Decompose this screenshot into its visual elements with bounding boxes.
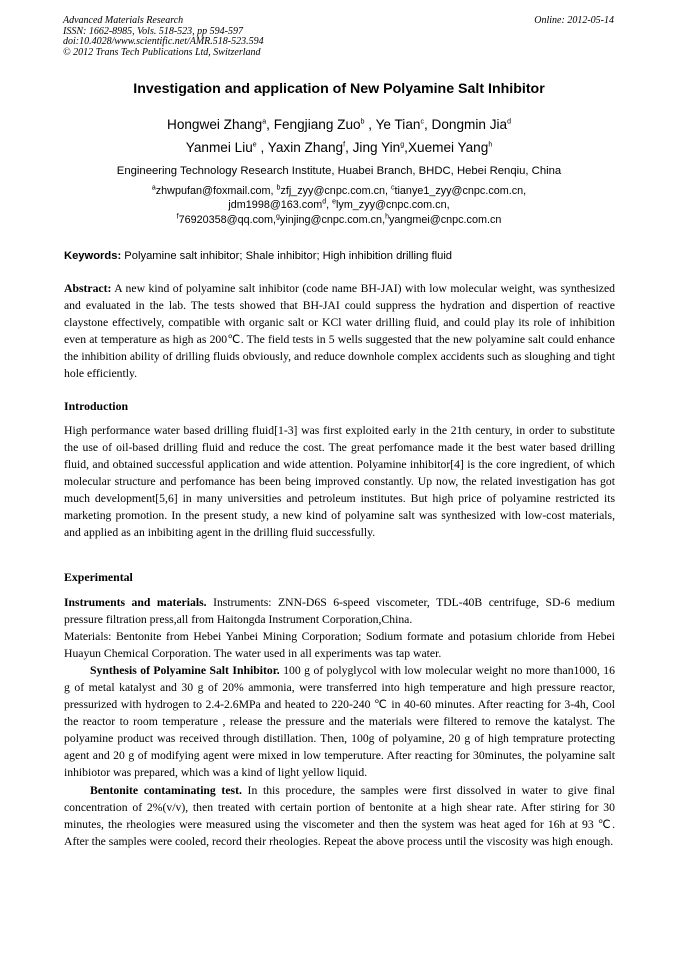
email-link[interactable]: yinjing@cnpc.com.cn, <box>279 213 386 226</box>
author-name: Jing Yin <box>352 140 401 155</box>
email-link[interactable]: lym_zyy@cnpc.com.cn, <box>336 199 450 212</box>
author-sep: , <box>404 140 408 155</box>
author-sup: g <box>400 141 405 149</box>
email-block <box>0 184 678 227</box>
affiliation: Engineering Technology Research Institute, Huabei Branch, BHDC, Hebei Renqiu, China <box>116 165 562 177</box>
email-sup: c <box>391 184 395 192</box>
bentonite-text: In this procedure, the samples were first dissolved in water to give final concentration of 2%(v/v), then treated with certain portion of bentonite at a high shear rate. After stiring for 30 minutes, the rheologies were measured using the viscometer and then the system was heat aged for 16h at 93 ℃. After the samples were cooled, record their rheologies. Repeat the above process until the viscosity was high enough. <box>64 783 615 848</box>
keywords-label: Keywords: <box>64 250 122 262</box>
author-name: Hongwei Zhang <box>167 117 263 132</box>
online-date: Online: 2012-05-14 <box>534 15 614 26</box>
author-name: Fengjiang Zuo <box>273 117 361 132</box>
journal-name: Advanced Materials Research <box>63 15 184 26</box>
author-sup: d <box>507 118 511 126</box>
email-link[interactable]: jdm1998@163.com <box>228 199 323 212</box>
email-sup: f <box>176 213 179 221</box>
journal-header <box>63 16 264 58</box>
issn-line: ISSN: 1662-8985, Vols. 518-523, pp 594-597 <box>63 25 243 37</box>
email-line-2 <box>0 198 678 212</box>
author-sep: , <box>266 117 274 132</box>
email-sup: g <box>275 213 280 221</box>
bentonite-label: Bentonite contaminating test. <box>90 783 242 797</box>
author-sup: h <box>488 141 493 149</box>
email-line-1 <box>0 184 678 198</box>
email-sup: h <box>385 213 389 221</box>
author-name: Yaxin Zhang <box>267 140 344 155</box>
email-link[interactable]: zhwpufan@foxmail.com, <box>155 185 277 197</box>
author-line-2 <box>0 139 678 156</box>
abstract <box>64 280 615 382</box>
abstract-label: Abstract: <box>64 282 112 295</box>
email-link[interactable]: zfj_zyy@cnpc.com.cn, <box>280 185 392 197</box>
author-sep: , <box>345 140 353 155</box>
author-sup: e <box>252 141 257 149</box>
instruments-label: Instruments and materials. <box>64 596 207 609</box>
author-sup: a <box>262 118 267 126</box>
author-sup: f <box>343 141 346 149</box>
email-sup: b <box>276 184 281 192</box>
section-heading-experimental: Experimental <box>64 570 133 584</box>
paper-title: Investigation and application of New Polyamine Salt Inhibitor <box>133 81 545 97</box>
author-sep: , <box>256 140 268 155</box>
email-line-3 <box>0 213 678 227</box>
email-link[interactable]: yangmei@cnpc.com.cn <box>388 213 502 226</box>
synthesis-paragraph <box>64 662 615 781</box>
instruments-paragraph <box>64 594 615 628</box>
email-sep: , <box>326 199 333 212</box>
synthesis-label: Synthesis of Polyamine Salt Inhibitor. <box>90 664 280 678</box>
synthesis-text: 100 g of polyglycol with low molecular weight no more than1000, 16 g of metal katalyst and 30 g of 20% ammonia, were transferred into high temperature and high pressure reactor, pressurized with hydrogen to 2.4-2.6MPa and heated to 220-240 ℃ in 40-60 minutes. After reacting for 3-4h, Cool the reactor to room temperature , release the pressure and the materials were filtered to remove the katalyst. The polyamine product was received through distillation. Then, 100g of polyamine, 20 g of high temprature protecting agent and 20 g of modifying agent were mixed in low temperuture. After reacting for 30minutes, the polyamine salt inhibiotor was prepared, which was a kind of light yellow liquid. <box>64 664 615 780</box>
email-sup: d <box>322 198 327 206</box>
author-name: Ye Tian <box>375 117 421 132</box>
materials-paragraph: Materials: Bentonite from Hebei Yanbei Mining Corporation; Sodium formate and potasium chloride from Hebei Huayun Chemical Corporation. The water used in all experiments was tap water. <box>64 630 615 661</box>
email-sup: e <box>332 198 337 206</box>
author-name: Yanmei Liu <box>185 140 253 155</box>
email-link[interactable]: tianye1_zyy@cnpc.com.cn, <box>394 185 527 197</box>
author-name: Xuemei Yang <box>407 140 489 155</box>
author-sup: c <box>420 118 424 126</box>
keywords <box>64 250 615 262</box>
instruments-text: Instruments: ZNN-D6S 6-speed viscometer, TDL-40B centrifuge, SD-6 medium pressure filtration press,all from Haitongda Instrument Corporation,China. <box>64 596 615 627</box>
section-heading-introduction: Introduction <box>64 399 129 413</box>
author-line-1 <box>0 116 678 133</box>
introduction-paragraph: High performance water based drilling fluid[1-3] was first exploited early in the 21th century, in order to substitute the use of oil-based drilling fluid and reduce the cost. The great perfomance made it the best water based drilling fluid, and obtained successful application and wide attention. Polyamine inhibitor[4] is the core ingredient, of which molecular structure and perfomance has been being improved constantly. Up now, the related investigation has got much development[5,6] in many universities and petroleum institutes. But high price of polyamine restricted its marketing promotion. In the present study, a new kind of polyamine salt was synthesized with low-cost materials, and applied as an inbibiting agent in the drilling fluid successfully. <box>64 424 615 540</box>
bentonite-paragraph <box>64 782 615 850</box>
author-sup: b <box>360 118 365 126</box>
email-link[interactable]: 76920358@qq.com, <box>178 213 276 226</box>
doi-line: doi:10.4028/www.scientific.net/AMR.518-523.594 <box>63 36 264 48</box>
email-sup: a <box>151 184 156 192</box>
introduction-body <box>64 422 615 541</box>
keywords-text: Polyamine salt inhibitor; Shale inhibitor; High inhibition drilling fluid <box>121 250 453 262</box>
author-sep: , <box>364 117 376 132</box>
experimental-body <box>64 594 615 850</box>
author-sep: , <box>423 117 432 132</box>
copyright-line: © 2012 Trans Tech Publications Ltd, Switzerland <box>63 46 261 58</box>
abstract-text: A new kind of polyamine salt inhibitor (code name BH-JAI) with low molecular weight, was synthesized and evaluated in the lab. The tests showed that BH-JAI could suppress the hydration and dispertion of reactive claystone effectively, compatible with organic salt or KCl water drilling fluid, and could play its role of inhibition even at temperature as high as 200℃. The field tests in 5 wells suggested that the new polyamine salt could enhance the inhibition ability of drilling fluids obviously, and reduce downhole complex accidents such as sloughing and tight hole efficiently. <box>64 282 615 381</box>
author-name: Dongmin Jia <box>431 117 508 132</box>
